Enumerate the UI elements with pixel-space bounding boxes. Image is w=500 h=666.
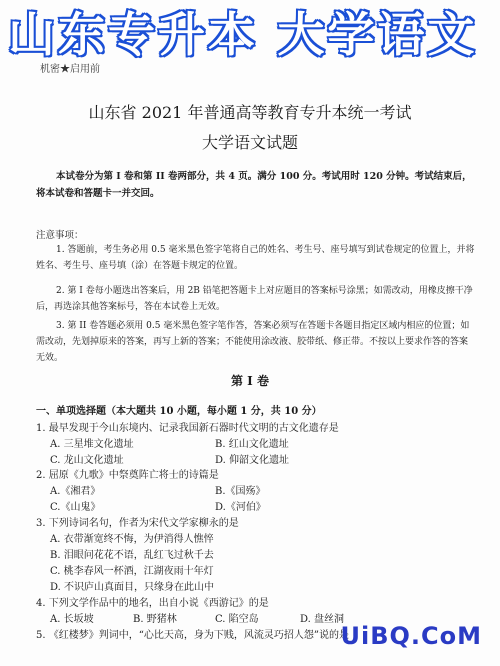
exam-subject: 大学语文试题: [201, 133, 298, 152]
option: B.《国殇》: [215, 486, 266, 497]
notice-item: 3. 第 II 卷答题必须用 0.5 毫米黑色签字笔作答，答案必须写在答题卡各题目指定区域内相应的位置；如需改动，先划掉原来的答案，再写上新的答案；不能使用涂改液、胶带纸、修正带。不按以上要求作答的答案无效。: [36, 321, 470, 363]
option: C. 陷空岛: [215, 614, 259, 625]
option: D. 盘丝洞: [300, 614, 345, 625]
option: A. 三星堆文化遗址: [50, 439, 134, 450]
banner-title: 山东专升本 大学语文: [8, 7, 478, 63]
question-stem: 3. 下列诗词名句，作者为宋代文学家柳永的是: [36, 518, 239, 529]
section-title: 第 I 卷: [231, 374, 269, 388]
option: A. 衣带渐宽终不悔，为伊消得人憔悴: [50, 534, 214, 545]
question-stem: 2. 屈原《九歌》中祭奠阵亡将士的诗篇是: [36, 470, 219, 481]
exam-intro: 本试卷分为第 I 卷和第 II 卷两部分，共 4 页。满分 100 分。考试用时 120 分钟。考试结束后，将本试卷和答题卡一并交回。: [36, 171, 472, 199]
exam-title: 山东省 2021 年普通高等教育专升本统一考试: [88, 103, 412, 122]
site-watermark: UiBQ.CoM: [340, 622, 482, 650]
confidential-label: 机密★启用前: [40, 64, 100, 75]
option: B. 泪眼问花花不语，乱红飞过秋千去: [50, 550, 214, 561]
question-stem: 4. 下列文学作品中的地名，出自小说《西游记》的是: [36, 598, 269, 609]
option: A.《湘君》: [50, 486, 101, 497]
option: C. 龙山文化遗址: [50, 455, 124, 466]
option: A. 长坂坡: [50, 614, 94, 625]
notice-heading: 注意事项：: [36, 230, 84, 241]
option: B. 野猪林: [133, 614, 177, 625]
option: D. 仰韶文化遗址: [215, 455, 290, 466]
option: D. 不识庐山真面目，只缘身在此山中: [50, 582, 215, 593]
question-stem: 1. 最早发现于今山东境内、记录我国新石器时代文明的古文化遗存是: [36, 423, 339, 434]
option: D.《河伯》: [215, 502, 266, 513]
notice-item: 2. 第 I 卷每小题选出答案后，用 2B 铅笔把答题卡上对应题目的答案标号涂黑；如需改动，用橡皮擦干净后，再选涂其他答案标号，答在本试卷上无效。: [36, 286, 473, 312]
question-stem: 5. 《红楼梦》判词中，“心比天高，身为下贱，风流灵巧招人怨”说的是: [36, 630, 349, 641]
banner: [8, 2, 492, 63]
part-title: 一、单项选择题（本大题共 10 小题，每小题 1 分，共 10 分）: [36, 406, 322, 417]
option: B. 红山文化遗址: [215, 439, 289, 450]
option: C. 桃李春风一杯酒，江湖夜雨十年灯: [50, 566, 214, 577]
notice-item: 1. 答题前，考生务必用 0.5 毫米黑色签字笔将自己的姓名、考生号、座号填写到试卷规定的位置上，并将姓名、考生号、座号填（涂）在答题卡规定的位置。: [36, 245, 475, 271]
option: C.《山鬼》: [50, 502, 101, 513]
